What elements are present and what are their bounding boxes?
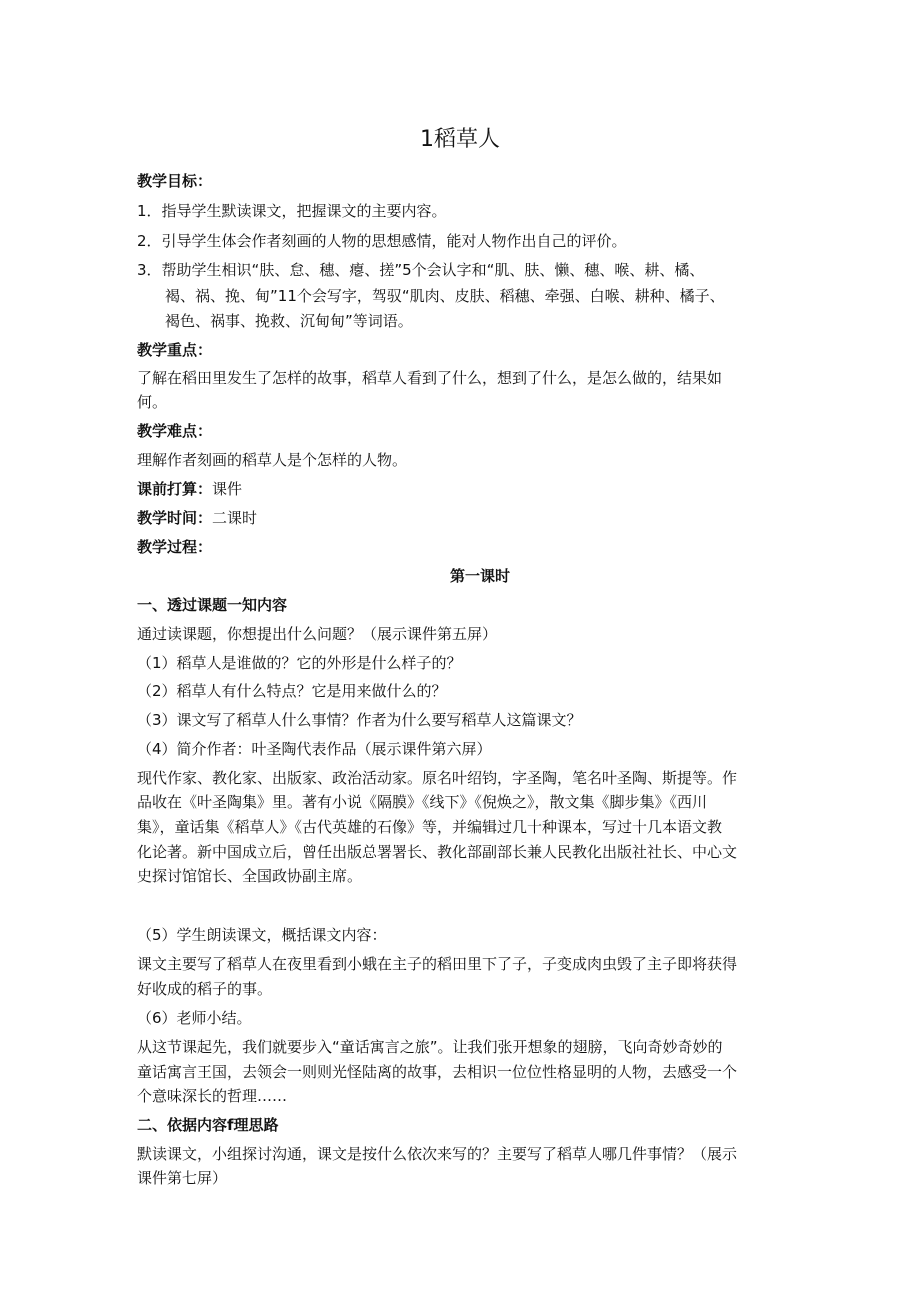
summary-line-2: 好收成的稻子的事。: [137, 980, 273, 998]
author-bio-line-2: 品收在《叶圣陶集》里。著有小说《隔膜》《线下》《倪焕之》，散文集《脚步集》《西川: [137, 793, 708, 811]
question-3: （3）课文写了稻草人什么事情？作者为什么要写稻草人这篇课文？: [137, 711, 582, 729]
objective-item-2: 2．引导学生体会作者刻画的人物的思想感情，能对人物作出自己的评价。: [137, 232, 627, 250]
conclusion-line-2: 童话寓言王国，去领会一则则光怪陆离的故事，去相识一位位性格显明的人物，去感受一个: [137, 1063, 738, 1081]
objective-item-3-line-3: 褐色、祸事、挽救、沉甸甸”等词语。: [165, 312, 413, 330]
process-heading: 教学过程：: [137, 538, 213, 556]
section2-heading: 二、依据内容f理思路: [137, 1116, 279, 1134]
objectives-heading: 教学目标：: [137, 172, 213, 190]
conclusion-line-1: 从这节课起先，我们就要步入“童话寓言之旅”。让我们张开想象的翅膀，飞向奇妙奇妙的: [137, 1038, 723, 1056]
keypoint-heading: 教学重点：: [137, 341, 213, 359]
author-bio-line-5: 史探讨馆馆长、全国政协副主席。: [137, 867, 363, 885]
section2-line-2: 课件第七屏）: [137, 1169, 228, 1187]
question-6: （6）老师小结。: [137, 1009, 252, 1027]
objective-item-3-line-2: 褐、祸、挽、甸”11个会写字，驾驭“肌肉、皮肤、稻穗、牵强、白喉、耕种、橘子、: [165, 287, 725, 305]
question-1: （1）稻草人是谁做的？它的外形是什么样子的？: [137, 654, 462, 672]
section1-intro: 通过读课题，你想提出什么问题？（展示课件第五屏）: [137, 625, 498, 643]
objective-item-3-line-1: 3．帮助学生相识“肤、怠、穗、瘪、搓”5个会认字和“肌、肤、懒、穗、喉、耕、橘、: [137, 261, 705, 279]
author-bio-line-4: 化论著。新中国成立后，曾任出版总署署长、教化部副部长兼人民教化出版社社长、中心文: [137, 843, 738, 861]
author-bio-line-3: 集》，童话集《稻草人》《古代英雄的石像》等，并编辑过几十种课本，写过十几本语文教: [137, 818, 723, 836]
keypoint-line-1: 了解在稻田里发生了怎样的故事，稻草人看到了什么，想到了什么，是怎么做的，结果如: [137, 369, 723, 387]
prep-label: 课前打算：: [137, 480, 213, 498]
question-2: （2）稻草人有什么特点？它是用来做什么的？: [137, 682, 447, 700]
summary-line-1: 课文主要写了稻草人在夜里看到小蛾在主子的稻田里下了子，子变成肉虫毁了主子即将获得: [137, 955, 738, 973]
time-value: 二课时: [212, 509, 258, 527]
time-line: [137, 506, 797, 530]
question-4: （4）简介作者：叶圣陶代表作品（展示课件第六屏）: [137, 740, 492, 758]
document-title: 1稻草人: [420, 127, 500, 152]
prep-line: [137, 477, 797, 501]
author-bio-line-1: 现代作家、教化家、出版家、政治活动家。原名叶绍钧，字圣陶，笔名叶圣陶、斯提等。作: [137, 769, 738, 787]
lesson1-title: 第一课时: [449, 567, 510, 585]
objective-item-1: 1．指导学生默读课文，把握课文的主要内容。: [137, 202, 447, 220]
difficulty-heading: 教学难点：: [137, 422, 213, 440]
time-label: 教学时间：: [137, 509, 213, 527]
difficulty-line-1: 理解作者刻画的稻草人是个怎样的人物。: [137, 451, 408, 469]
question-5: （5）学生朗读课文，概括课文内容：: [137, 926, 387, 944]
keypoint-line-2: 何。: [137, 393, 168, 411]
prep-value: 课件: [212, 480, 243, 498]
section2-line-1: 默读课文，小组探讨沟通，课文是按什么依次来写的？主要写了稻草人哪几件事情？（展示: [137, 1145, 738, 1163]
section1-heading: 一、透过课题一知内容: [137, 596, 288, 614]
conclusion-line-3: 个意味深长的哲理……: [137, 1087, 288, 1105]
